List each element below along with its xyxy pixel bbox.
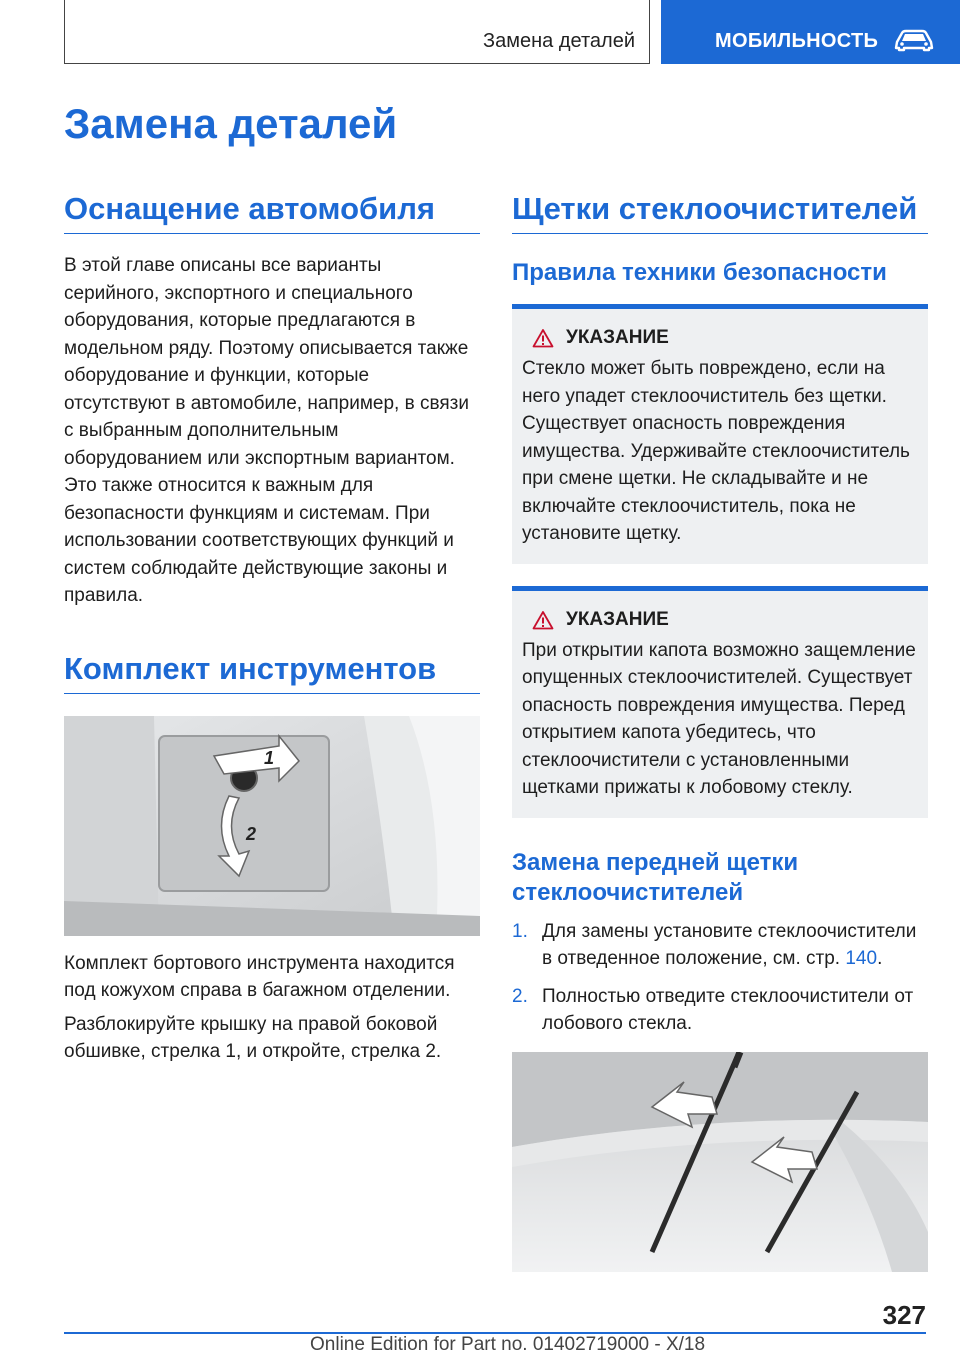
toolkit-text-2: Разблокируйте крышку на правой боковой обшивке, стрелка 1, и откройте, стрелка 2.: [64, 1013, 442, 1063]
wiper-image: [512, 1052, 928, 1272]
header-chapter-tab: [661, 0, 960, 64]
note-box-2: [512, 586, 928, 818]
note-label: УКАЗАНИЕ: [566, 327, 669, 349]
step-text: Для замены установите стеклоочистители в отведенное положение, см. стр. 140.: [542, 920, 917, 970]
wipers-heading: Щетки стеклоочистителей: [512, 190, 928, 234]
step-text: Полностью отведите стеклоочистители от лобового стекла.: [542, 985, 914, 1035]
replace-heading: Замена передней щетки стеклоочистителей: [512, 848, 799, 906]
list-item: [512, 918, 928, 973]
list-item: [512, 983, 928, 1038]
step-number: 2.: [512, 985, 528, 1007]
page-link-140[interactable]: 140: [845, 948, 878, 970]
arrow-label-2: 2: [246, 823, 257, 844]
note-box-1: [512, 304, 928, 564]
right-column: [512, 190, 928, 1272]
steps-list: [512, 918, 928, 1038]
equipment-text: В этой главе описаны все варианты серийного, экспортного и специального оборудования, которые предлагаются в модельном ряду. Поэтому описывается также оборудование и функции, которые отсутствуют в автомобиле, например, в связи с выбранным дополнительным оборудованием или экспортным вариантом. Это также относится к важным для безопасности функциям и системам. При использовании соответствующих функций и систем соблюдайте действующие законы и правила.: [64, 255, 469, 607]
header-section-tab: [64, 0, 650, 64]
footer-edition: Online Edition for Part no. 01402719000 - X/18: [310, 1334, 706, 1355]
toolkit-text-1: Комплект бортового инструмента находится под кожухом справа в багажном отделении.: [64, 952, 455, 1002]
equipment-heading: Оснащение автомобиля: [64, 190, 480, 234]
header-section-label: Замена деталей: [483, 30, 635, 52]
safety-heading: Правила техники безопасности: [512, 259, 887, 287]
note-text: При открытии капота возможно защемление опущенных стеклоочистителей. Существует опасность повреждения имущества. Перед открытием капота убедитесь, что стеклоочистители с установленными щетками прижаты к лобовому стеклу.: [522, 639, 916, 799]
arrow-label-1: 1: [264, 747, 275, 768]
note-text: Стекло может быть повреждено, если на него упадет стеклоочиститель без щетки. Существует опасность повреждения имущества. Удерживайте стеклоочиститель при смене щетки. Не складывайте и не включайте стеклоочиститель, пока не установите щетку.: [522, 358, 910, 545]
header-chapter-label: МОБИЛЬНОСТЬ: [715, 30, 879, 52]
warning-icon: [532, 610, 554, 630]
step-number: 1.: [512, 920, 528, 942]
page-title: Замена деталей: [64, 100, 398, 147]
warning-icon: [532, 328, 554, 348]
toolkit-image: [64, 716, 480, 936]
toolkit-heading: Комплект инструментов: [64, 650, 480, 694]
page-number: 327: [882, 1300, 926, 1330]
left-column: [64, 190, 480, 1066]
car-icon: [893, 28, 935, 52]
note-label: УКАЗАНИЕ: [566, 608, 669, 630]
